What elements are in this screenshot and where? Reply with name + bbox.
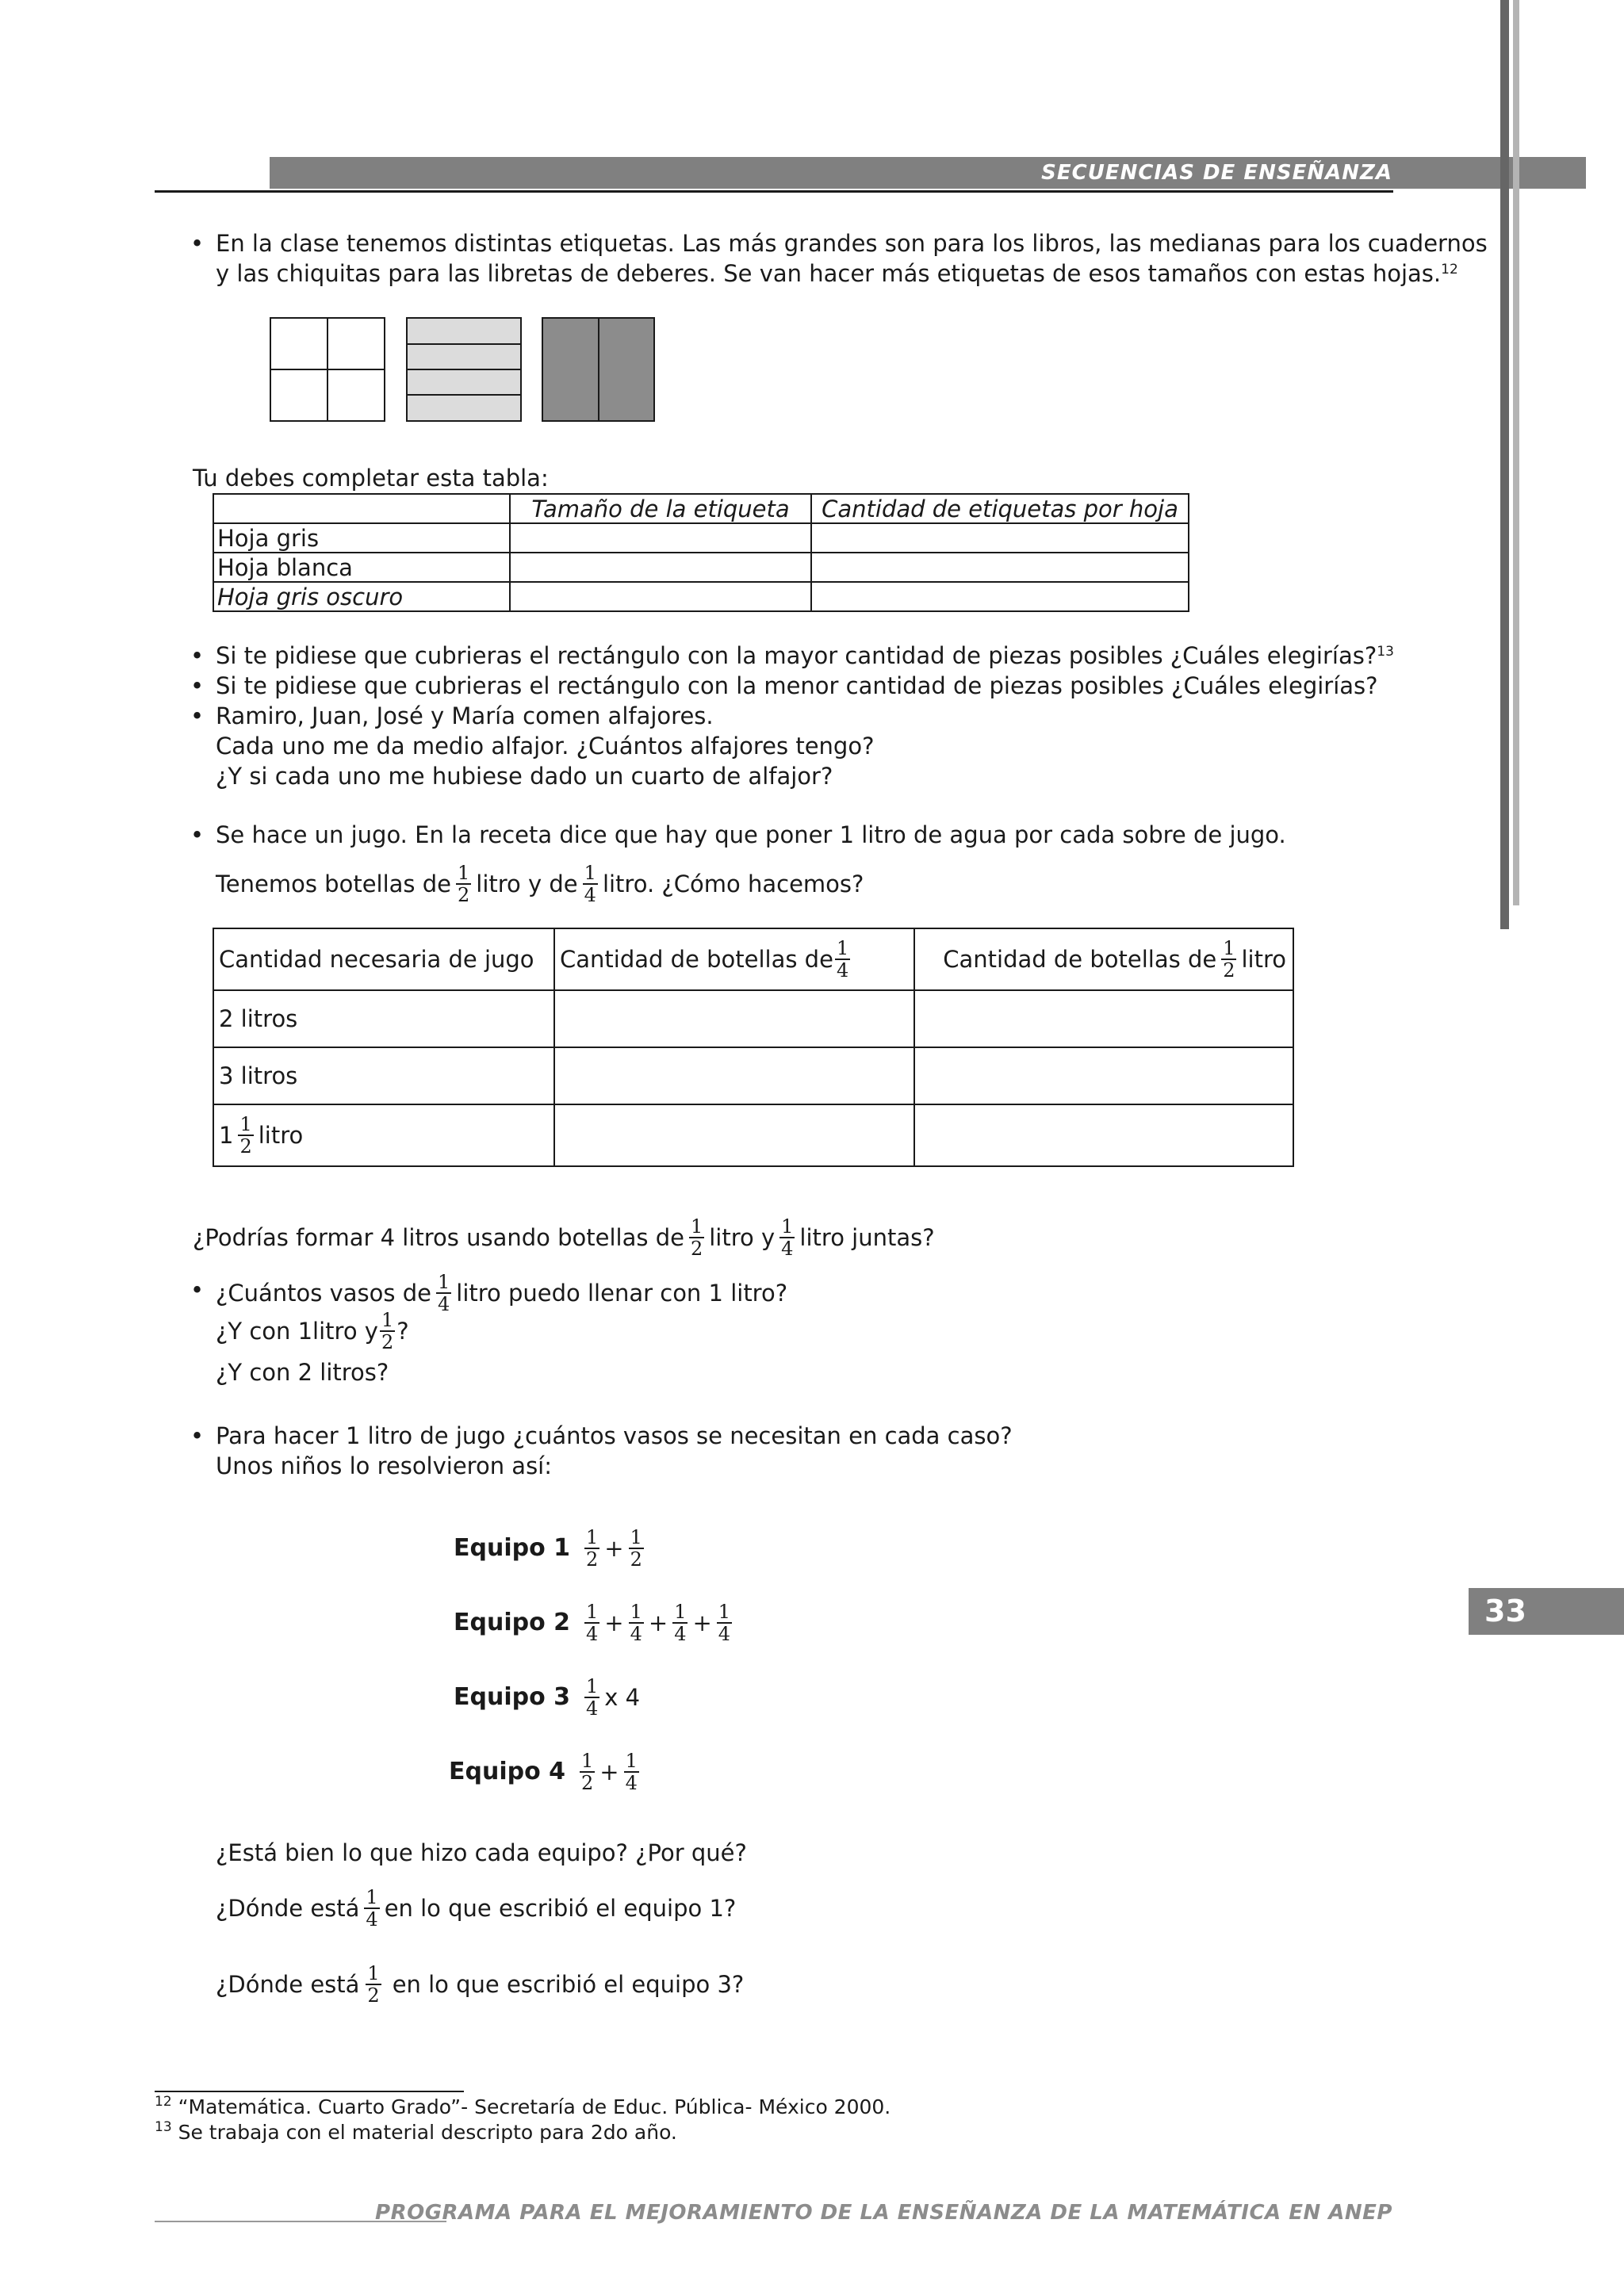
- question-alfajores-2: Cada uno me da medio alfajor. ¿Cuántos alfajores tengo?: [216, 733, 875, 760]
- footer-program: PROGRAMA PARA EL MEJORAMIENTO DE LA ENSEÑANZA DE LA MATEMÁTICA EN ANEP: [375, 2201, 1392, 2225]
- team-4: Equipo 4 $\frac{1}{2}$ + $\frac{1}{4}$: [449, 1750, 638, 1794]
- table2-header-half: Cantidad de botellas de $\frac{1}{2}$ litro: [914, 928, 1293, 990]
- table-cell[interactable]: [510, 523, 811, 553]
- team-3: Equipo 3 $\frac{1}{4}$ x 4: [454, 1675, 641, 1720]
- header-rule: [155, 190, 1393, 193]
- bullet: •: [190, 230, 205, 257]
- bottles-table: [213, 928, 1294, 1167]
- table-cell[interactable]: [811, 523, 1189, 553]
- table-cell[interactable]: [510, 553, 811, 582]
- question-glasses-2: ¿Y con 1litro y $\frac{1}{2}$ ?: [216, 1309, 409, 1353]
- footnote-12: $^{12}$ “Matemática. Cuarto Grado”- Secretaría de Educ. Pública- México 2000.: [155, 2094, 891, 2118]
- table2-header-quarter: Cantidad de botellas de $\frac{1}{4}$: [554, 928, 914, 990]
- bullet: •: [190, 1422, 205, 1449]
- table-row-label: Hoja blanca: [213, 553, 510, 582]
- task-line-1: En la clase tenemos distintas etiquetas. Las más grandes son para los libros, las medianas para los cuadernos: [216, 230, 1488, 257]
- section-title: SECUENCIAS DE ENSEÑANZA: [1041, 161, 1392, 185]
- question-where-quarter: ¿Dónde está $\frac{1}{4}$ en lo que escribió el equipo 1?: [216, 1886, 737, 1931]
- table-cell[interactable]: [811, 582, 1189, 611]
- bullet: •: [190, 702, 205, 729]
- question-smallest: Si te pidiese que cubrieras el rectángulo con la menor cantidad de piezas posibles ¿Cuáles elegirías?: [216, 672, 1378, 699]
- team-2: Equipo 2 $\frac{1}{4}$ + $\frac{1}{4}$ + $\frac{1}{4}$ + $\frac{1}{4}$: [454, 1601, 731, 1645]
- page-number: 33: [1469, 1588, 1624, 1635]
- table-cell[interactable]: [554, 1104, 914, 1166]
- juice-line-1: Se hace un jugo. En la receta dice que hay que poner 1 litro de agua por cada sobre de jugo.: [216, 821, 1286, 848]
- team-1: Equipo 1 $\frac{1}{2}$ + $\frac{1}{2}$: [454, 1526, 642, 1571]
- table2-header-needed: Cantidad necesaria de jugo: [213, 928, 554, 990]
- table-cell[interactable]: [914, 990, 1293, 1047]
- bullet: •: [190, 821, 205, 848]
- bullet: •: [190, 642, 205, 669]
- footnote-ref: 12: [1441, 262, 1458, 277]
- juice-line-2: Tenemos botellas de $\frac{1}{2}$ litro y de $\frac{1}{4}$ litro. ¿Cómo hacemos?: [216, 862, 864, 906]
- question-glasses: ¿Cuántos vasos de $\frac{1}{4}$ litro puedo llenar con 1 litro?: [216, 1271, 788, 1315]
- table-row-label: 2 litros: [213, 990, 554, 1047]
- table-cell[interactable]: [554, 990, 914, 1047]
- question-glasses-3: ¿Y con 2 litros?: [216, 1359, 389, 1386]
- table1-header-empty: [213, 494, 510, 523]
- question-largest: Si te pidiese que cubrieras el rectángulo con la mayor cantidad de piezas posibles ¿Cuáles elegirías?$^{13}$: [216, 642, 1394, 669]
- dark-gray-sheet: [542, 317, 655, 422]
- fraction-half: $\frac{1}{2}$: [458, 862, 470, 906]
- white-sheet: [270, 317, 385, 422]
- footnote-ref: 13: [1377, 644, 1394, 660]
- margin-bar-dark: [1500, 0, 1509, 929]
- question-four-liters: ¿Podrías formar 4 litros usando botellas de $\frac{1}{2}$ litro y $\frac{1}{4}$ litro juntas?: [193, 1215, 935, 1260]
- table-row-label: Hoja gris: [213, 523, 510, 553]
- bullet: •: [190, 672, 205, 699]
- table1-header-count: Cantidad de etiquetas por hoja: [811, 494, 1189, 523]
- footnote-rule: [155, 2091, 464, 2092]
- bullet: •: [190, 1276, 205, 1303]
- task-line-2: y las chiquitas para las libretas de deberes. Se van hacer más etiquetas de esos tamaños con estas hojas.$^{12}$: [216, 260, 1458, 287]
- question-recipe-2: Unos niños lo resolvieron así:: [216, 1452, 553, 1479]
- table-cell[interactable]: [554, 1047, 914, 1104]
- question-correct: ¿Está bien lo que hizo cada equipo? ¿Por qué?: [216, 1839, 747, 1866]
- footnote-13: $^{13}$ Se trabaja con el material descripto para 2do año.: [155, 2119, 677, 2144]
- table-row-label: 3 litros: [213, 1047, 554, 1104]
- table1-intro: Tu debes completar esta tabla:: [193, 465, 549, 492]
- table-cell[interactable]: [914, 1047, 1293, 1104]
- table-cell[interactable]: [914, 1104, 1293, 1166]
- table-cell[interactable]: [811, 553, 1189, 582]
- margin-bar-light: [1513, 0, 1519, 905]
- fraction-quarter: $\frac{1}{4}$: [584, 862, 596, 906]
- table-cell[interactable]: [510, 582, 811, 611]
- labels-table: [213, 493, 1189, 612]
- question-recipe: Para hacer 1 litro de jugo ¿cuántos vasos se necesitan en cada caso?: [216, 1422, 1013, 1449]
- gray-sheet: [406, 317, 522, 422]
- table-row-label: Hoja gris oscuro: [213, 582, 510, 611]
- question-alfajores: Ramiro, Juan, José y María comen alfajores.: [216, 702, 714, 729]
- question-where-half: ¿Dónde está $\frac{1}{2}$ en lo que escribió el equipo 3?: [216, 1962, 745, 2007]
- table-row-label: 1 $\frac{1}{2}$ litro: [213, 1104, 554, 1166]
- question-alfajores-3: ¿Y si cada uno me hubiese dado un cuarto de alfajor?: [216, 763, 833, 790]
- table1-header-size: Tamaño de la etiqueta: [510, 494, 811, 523]
